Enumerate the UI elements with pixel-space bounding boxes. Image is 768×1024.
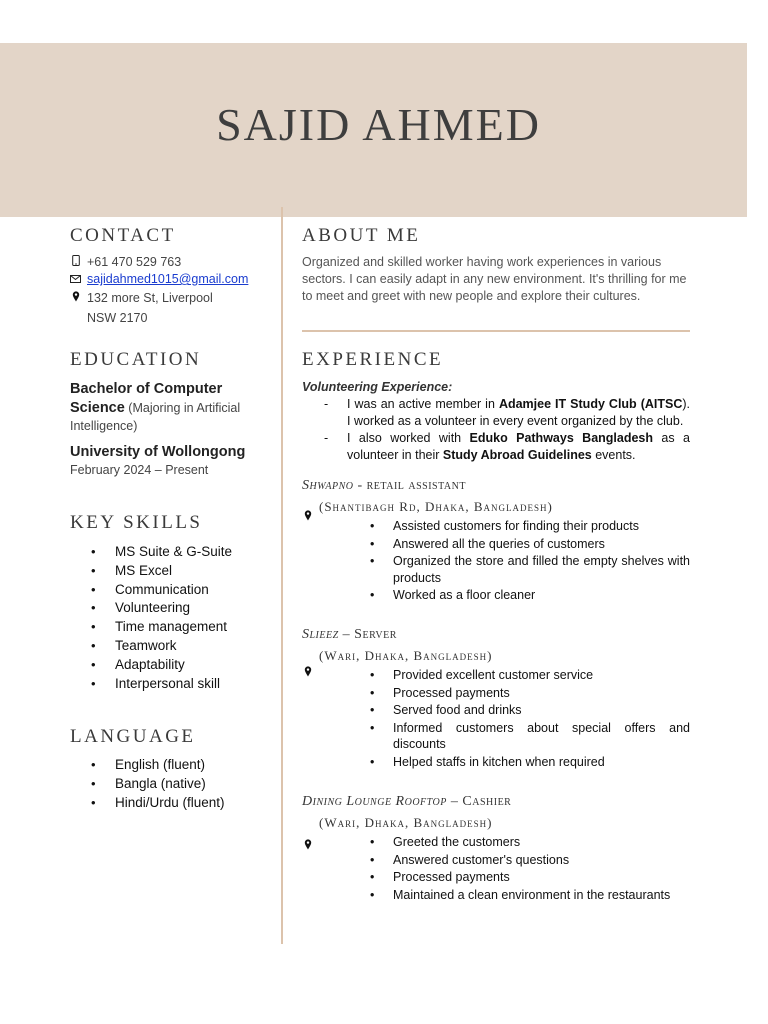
envelope-icon — [70, 273, 81, 289]
job-title — [302, 478, 466, 494]
candidate-name: SAJID AHMED — [216, 99, 541, 150]
language-heading: LANGUAGE — [70, 726, 196, 747]
job-location: (Shantibagh Rd, Dhaka, Bangladesh) — [319, 499, 553, 514]
list-item: - I was an active member in Adamjee IT Study Club (AITSC). I worked as a volunteer in every event organized by the club. — [324, 397, 691, 428]
section-divider — [302, 330, 690, 332]
about-text: Organized and skilled worker having work experiences in various sectors. I can easily adapt in any new environment. It's thrilling for me to meet and greet with new people and explore their cultures. — [302, 255, 687, 303]
list-item: • Organized the store and filled the empty shelves with products — [370, 553, 690, 586]
list-item: • MS Excel — [70, 562, 232, 581]
about-heading: ABOUT ME — [302, 225, 421, 246]
list-item: • Hindi/Urdu (fluent) — [70, 794, 225, 813]
job-company: Shwapno — [302, 478, 354, 493]
map-pin-icon — [304, 666, 312, 680]
list-item: • Communication — [70, 581, 232, 600]
address-line-2: NSW 2170 — [87, 311, 148, 325]
list-item: • Maintained a clean environment in the restaurants — [370, 887, 690, 904]
job-location: (Wari, Dhaka, Bangladesh) — [319, 648, 493, 663]
list-item: • Adaptability — [70, 656, 232, 675]
job-duties — [370, 518, 690, 605]
job-duties — [370, 834, 690, 904]
list-item: • Informed customers about special offers and discounts — [370, 720, 690, 753]
list-item: • Helped staffs in kitchen when required — [370, 754, 690, 771]
contact-phone — [70, 254, 181, 272]
job-title — [302, 794, 511, 810]
list-item: • Interpersonal skill — [70, 675, 232, 694]
list-item: • Greeted the customers — [370, 834, 690, 851]
email-link[interactable]: sajidahmed1015@gmail.com — [87, 272, 249, 286]
language-list — [70, 756, 225, 812]
degree-note-1: (Majoring in Artificial — [124, 401, 241, 415]
list-item: • Processed payments — [370, 869, 690, 886]
job-role: - retail assistant — [353, 478, 466, 493]
contact-email — [70, 271, 248, 289]
job-title — [302, 627, 397, 643]
education-dates: February 2024 – Present — [70, 463, 209, 477]
map-pin-icon — [304, 839, 312, 853]
skills-list — [70, 543, 232, 693]
skills-heading: KEY SKILLS — [70, 512, 203, 533]
contact-heading: CONTACT — [70, 225, 176, 246]
job-role: – Server — [338, 627, 397, 642]
map-pin-icon — [304, 510, 312, 524]
university-name: University of Wollongong — [70, 444, 246, 460]
address-line-1: 132 more St, Liverpool — [87, 291, 213, 305]
list-item: • Volunteering — [70, 599, 232, 618]
degree-line-1: Bachelor of Computer — [70, 381, 223, 397]
list-item: • Bangla (native) — [70, 775, 225, 794]
list-item: • Teamwork — [70, 637, 232, 656]
volunteering-list — [322, 396, 690, 464]
contact-address — [70, 290, 213, 308]
degree-note-2: Intelligence) — [70, 419, 138, 433]
map-pin-icon — [70, 291, 81, 308]
column-divider — [281, 207, 283, 944]
list-item: • Assisted customers for finding their products — [370, 518, 690, 535]
job-company: Slieez — [302, 627, 339, 642]
phone-number: +61 470 529 763 — [87, 255, 182, 269]
list-item: • Processed payments — [370, 685, 690, 702]
education-degree — [70, 380, 275, 418]
volunteering-title: Volunteering Experience: — [302, 380, 453, 394]
job-company: Dining Lounge Rooftop — [302, 794, 447, 809]
education-heading: EDUCATION — [70, 349, 202, 370]
list-item: • Answered customer's questions — [370, 852, 690, 869]
list-item: • Worked as a floor cleaner — [370, 587, 690, 604]
phone-icon — [70, 255, 81, 272]
job-duties — [370, 667, 690, 771]
list-item: • MS Suite & G-Suite — [70, 543, 232, 562]
list-item: • Provided excellent customer service — [370, 667, 690, 684]
list-item: • Served food and drinks — [370, 702, 690, 719]
list-item: • English (fluent) — [70, 756, 225, 775]
job-location: (Wari, Dhaka, Bangladesh) — [319, 815, 493, 830]
list-item: • Answered all the queries of customers — [370, 536, 690, 553]
list-item: - I also worked with Eduko Pathways Bangladesh as a volunteer in their Study Abroad Guidelines events. — [324, 431, 690, 462]
job-role: – Cashier — [446, 794, 512, 809]
experience-heading: EXPERIENCE — [302, 349, 444, 370]
degree-line-2: Science — [70, 400, 125, 416]
list-item: • Time management — [70, 618, 232, 637]
